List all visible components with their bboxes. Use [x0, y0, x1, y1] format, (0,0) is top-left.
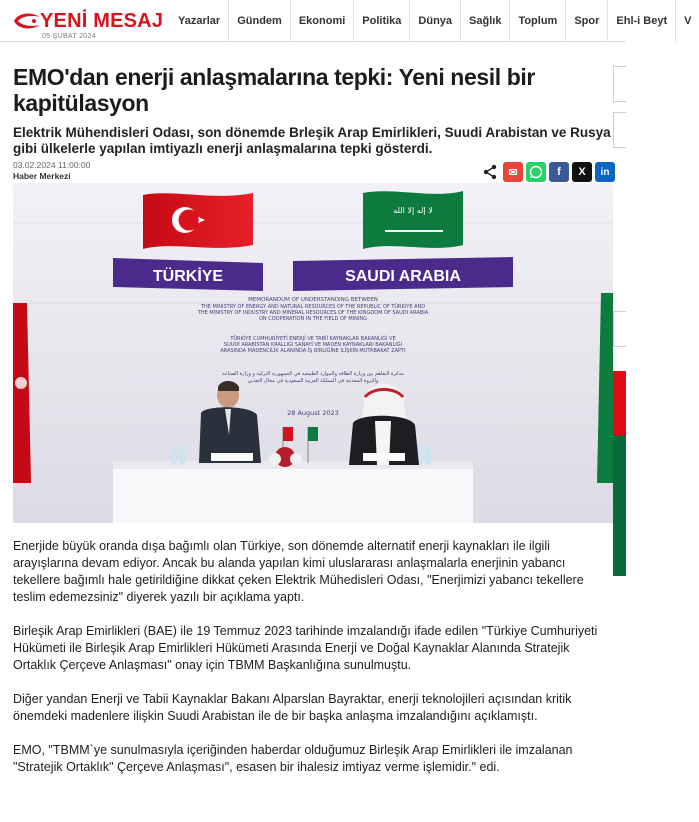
banner-line: SUUDİ ARABİSTAN KRALLIĞI SANAYİ VE MADEN KAYNAKLARI BAKANLIĞI — [223, 342, 403, 348]
right-rail — [613, 66, 626, 586]
banner-line: مذكرة التفاهم بين وزارة الطاقة والموارد الطبيعية في الجمهورية التركية و وزارة الصناعة — [222, 371, 404, 377]
banner-line: ARASINDA MADENCİLİK ALANINDA İŞ BİRLİĞİNE İLİŞKİN MUTABAKAT ZAPTI — [220, 348, 406, 354]
article-title: EMO'dan enerji anlaşmalarına tepki: Yeni nesil bir kapitülasyon — [13, 64, 535, 116]
x-icon[interactable]: X — [572, 162, 592, 182]
article-body — [13, 538, 613, 793]
nav-item-toplum[interactable]: Toplum — [509, 0, 565, 42]
nav-item-truncated[interactable]: V — [675, 0, 699, 42]
article-paragraph: Enerjide büyük oranda dışa bağımlı olan Türkiye, son dönemde alternatif enerji kaynakları ile ilgili arayışlarına devam ediyor. Ancak bu alanda yapılan kimi uluslararası anlaşmalarla enerjinin yabancı tekellere bağımlı hale getirildiğine dikkat çeken Elektrik Mühedisleri Odası, "Enerjimizi yabancı tekellere teslim edemezsiniz" diyerek yazılı bir açıklama yaptı. — [13, 539, 584, 604]
main-nav — [170, 0, 699, 42]
rail-box[interactable] — [613, 311, 626, 347]
signing-ceremony-illustration — [13, 183, 613, 523]
rail-flag-saudi — [613, 436, 626, 576]
article-summary: Elektrik Mühendisleri Odası, son dönemde Brleşik Arap Emirlikleri, Suudi Arabistan ve Rusya gibi ülkelerle yapılan imtiyazlı enerji anlaşmalarına tepki gösterdi. — [13, 125, 611, 156]
nav-item-gundem[interactable]: Gündem — [228, 0, 290, 42]
sa-flag-shahada: لا إله إلا الله — [393, 206, 433, 215]
banner-line: MEMORANDUM OF UNDERSTANDING BETWEEN — [248, 297, 378, 303]
whatsapp-icon[interactable] — [526, 162, 546, 182]
nav-item-yazarlar[interactable]: Yazarlar — [178, 15, 221, 27]
facebook-icon[interactable]: f — [549, 162, 569, 182]
nav-item-saglik[interactable]: Sağlık — [460, 0, 509, 42]
banner-date: 28 August 2023 — [287, 409, 339, 417]
banner-line: THE MINISTRY OF ENERGY AND NATURAL RESOURCES OF THE REPUBLIC OF TÜRKİYE AND — [200, 304, 426, 310]
article-paragraph: EMO, "TBMM`ye sunulmasıyla içeriğinden haberdar olduğumuz Birleşik Arap Emirlikleri ile imzalanan "Stratejik Ortaklık" Çerçeve Anlaşması", esasen bir ihalesiz imtiyaz verme işlemidir." edi. — [13, 743, 573, 774]
rail-box[interactable] — [613, 112, 626, 148]
share-bar — [480, 162, 615, 182]
logo-date: 05 ŞUBAT 2024 — [42, 33, 96, 40]
article-paragraph: Birleşik Arap Emirlikleri (BAE) ile 19 Temmuz 2023 tarihinde imzalandığı ifade edilen "Türkiye Cumhuriyeti Hükümeti ile Birleşik Arap Emirlikleri Hükümeti Arasında Enerji ve Doğal Kaynaklar Alanında Stratejik Ortaklık Çerçeve Anlaşması" onay için TBMM Başkanlığına sunulmuştu. — [13, 624, 598, 672]
email-icon[interactable]: ✉ — [503, 162, 523, 182]
nav-item-spor[interactable]: Spor — [565, 0, 607, 42]
photo-label-turkiye: TÜRKİYE — [152, 268, 224, 285]
nav-item-ekonomi[interactable]: Ekonomi — [290, 0, 353, 42]
banner-line: والثروة المعدنية في المملكة العربية السعودية في مجال التعدين — [247, 378, 379, 384]
article-paragraph: Diğer yandan Enerji ve Tabii Kaynaklar Bakanı Alparslan Bayraktar, enerji teknolojileri açısından kritik önemdeki madenlere ilişkin Suudi Arabistan ile de bir başka anlaşma imzalandığını açıklamıştı. — [13, 692, 572, 723]
photo-label-saudi: SAUDI ARABIA — [345, 268, 461, 285]
article-photo — [13, 183, 613, 523]
banner-line: THE MINISTRY OF INDUSTRY AND MINERAL RESOURCES OF THE KINGDOM OF SAUDI ARABIA — [197, 310, 429, 316]
site-logo[interactable] — [12, 8, 162, 40]
nav-item-dunya[interactable]: Dünya — [409, 0, 460, 42]
banner-line: TÜRKİYE CUMHURİYETİ ENERJİ VE TABİİ KAYNAKLAR BAKANLIĞI VE — [230, 336, 396, 342]
logo-crescent-icon — [12, 11, 42, 31]
banner-line: ON COOPERATION IN THE FIELD OF MINING — [258, 316, 368, 322]
site-header — [0, 0, 692, 42]
nav-item-politika[interactable]: Politika — [353, 0, 409, 42]
linkedin-icon[interactable]: in — [595, 162, 615, 182]
logo-text: YENİ MESAJ — [40, 10, 164, 32]
nav-item-ehl-i-beyt[interactable]: Ehl-i Beyt — [607, 0, 675, 42]
share-icon[interactable] — [480, 162, 500, 182]
article-date: 03.02.2024 11:00:00 — [13, 160, 91, 170]
rail-box[interactable] — [613, 66, 626, 102]
article-source: Haber Merkezi — [13, 171, 71, 181]
